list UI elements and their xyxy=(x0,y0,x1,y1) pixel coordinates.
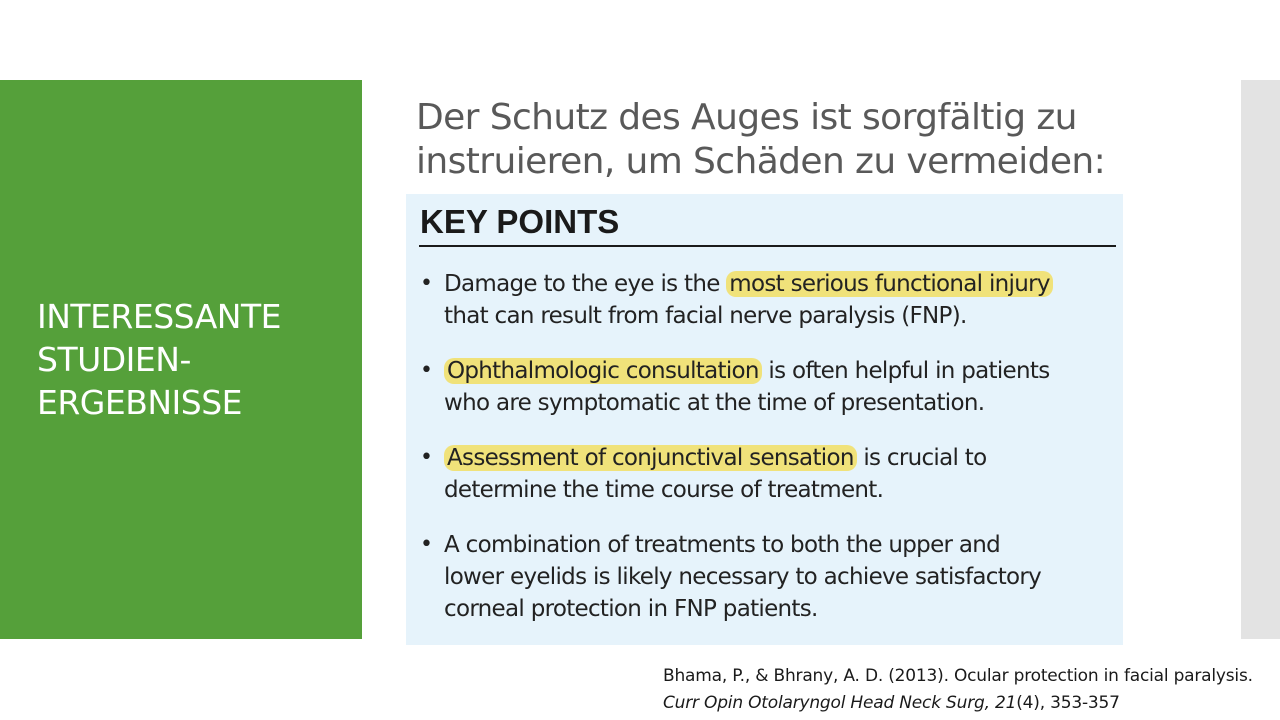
citation-journal: Curr Opin Otolaryngol Head Neck Surg, 21 xyxy=(663,693,1017,713)
section-title-line: INTERESSANTE xyxy=(37,297,281,336)
gray-right-strip xyxy=(1241,80,1280,639)
key-point-item xyxy=(418,268,1118,332)
key-point-text: is often helpful in patients xyxy=(761,358,1050,384)
section-title-line: ERGEBNISSE xyxy=(37,383,243,422)
key-point-item xyxy=(418,529,1118,625)
key-point-line xyxy=(444,268,1118,300)
bullet-icon: • xyxy=(420,445,433,470)
key-point-text: is crucial to xyxy=(856,445,987,471)
citation-line: Bhama, P., & Bhrany, A. D. (2013). Ocular protection in facial paralysis. xyxy=(663,666,1253,686)
highlighted-text: most serious functional injury xyxy=(726,271,1052,297)
key-points-divider xyxy=(419,245,1116,247)
heading-line: instruieren, um Schäden zu vermeiden: xyxy=(416,141,1106,182)
bullet-icon: • xyxy=(420,532,433,557)
key-point-line: corneal protection in FNP patients. xyxy=(444,596,818,622)
bullet-icon: • xyxy=(420,271,433,296)
key-point-line: A combination of treatments to both the upper and xyxy=(444,532,1001,558)
key-points-title: KEY POINTS xyxy=(420,203,620,240)
heading-line: Der Schutz des Auges ist sorgfältig zu xyxy=(416,97,1077,138)
key-point-text: Damage to the eye is the xyxy=(444,271,727,297)
slide-heading xyxy=(416,96,1176,184)
key-point-line: that can result from facial nerve paralysis (FNP). xyxy=(444,303,967,329)
highlighted-text: Ophthalmologic consultation xyxy=(444,358,762,384)
key-point-item xyxy=(418,355,1118,419)
key-point-line: lower eyelids is likely necessary to achieve satisfactory xyxy=(444,564,1042,590)
key-points-list xyxy=(418,268,1118,648)
key-point-line xyxy=(444,442,1118,474)
key-points-box xyxy=(406,194,1123,645)
citation xyxy=(663,663,1273,717)
key-point-item xyxy=(418,442,1118,506)
key-point-line xyxy=(444,355,1118,387)
key-point-line: determine the time course of treatment. xyxy=(444,477,884,503)
highlighted-text: Assessment of conjunctival sensation xyxy=(444,445,857,471)
citation-line xyxy=(663,690,1273,717)
section-title-line: STUDIEN- xyxy=(37,340,191,379)
section-title xyxy=(37,295,347,424)
key-point-line: who are symptomatic at the time of presentation. xyxy=(444,390,985,416)
citation-issue: (4), 353-357 xyxy=(1016,693,1120,713)
bullet-icon: • xyxy=(420,358,433,383)
